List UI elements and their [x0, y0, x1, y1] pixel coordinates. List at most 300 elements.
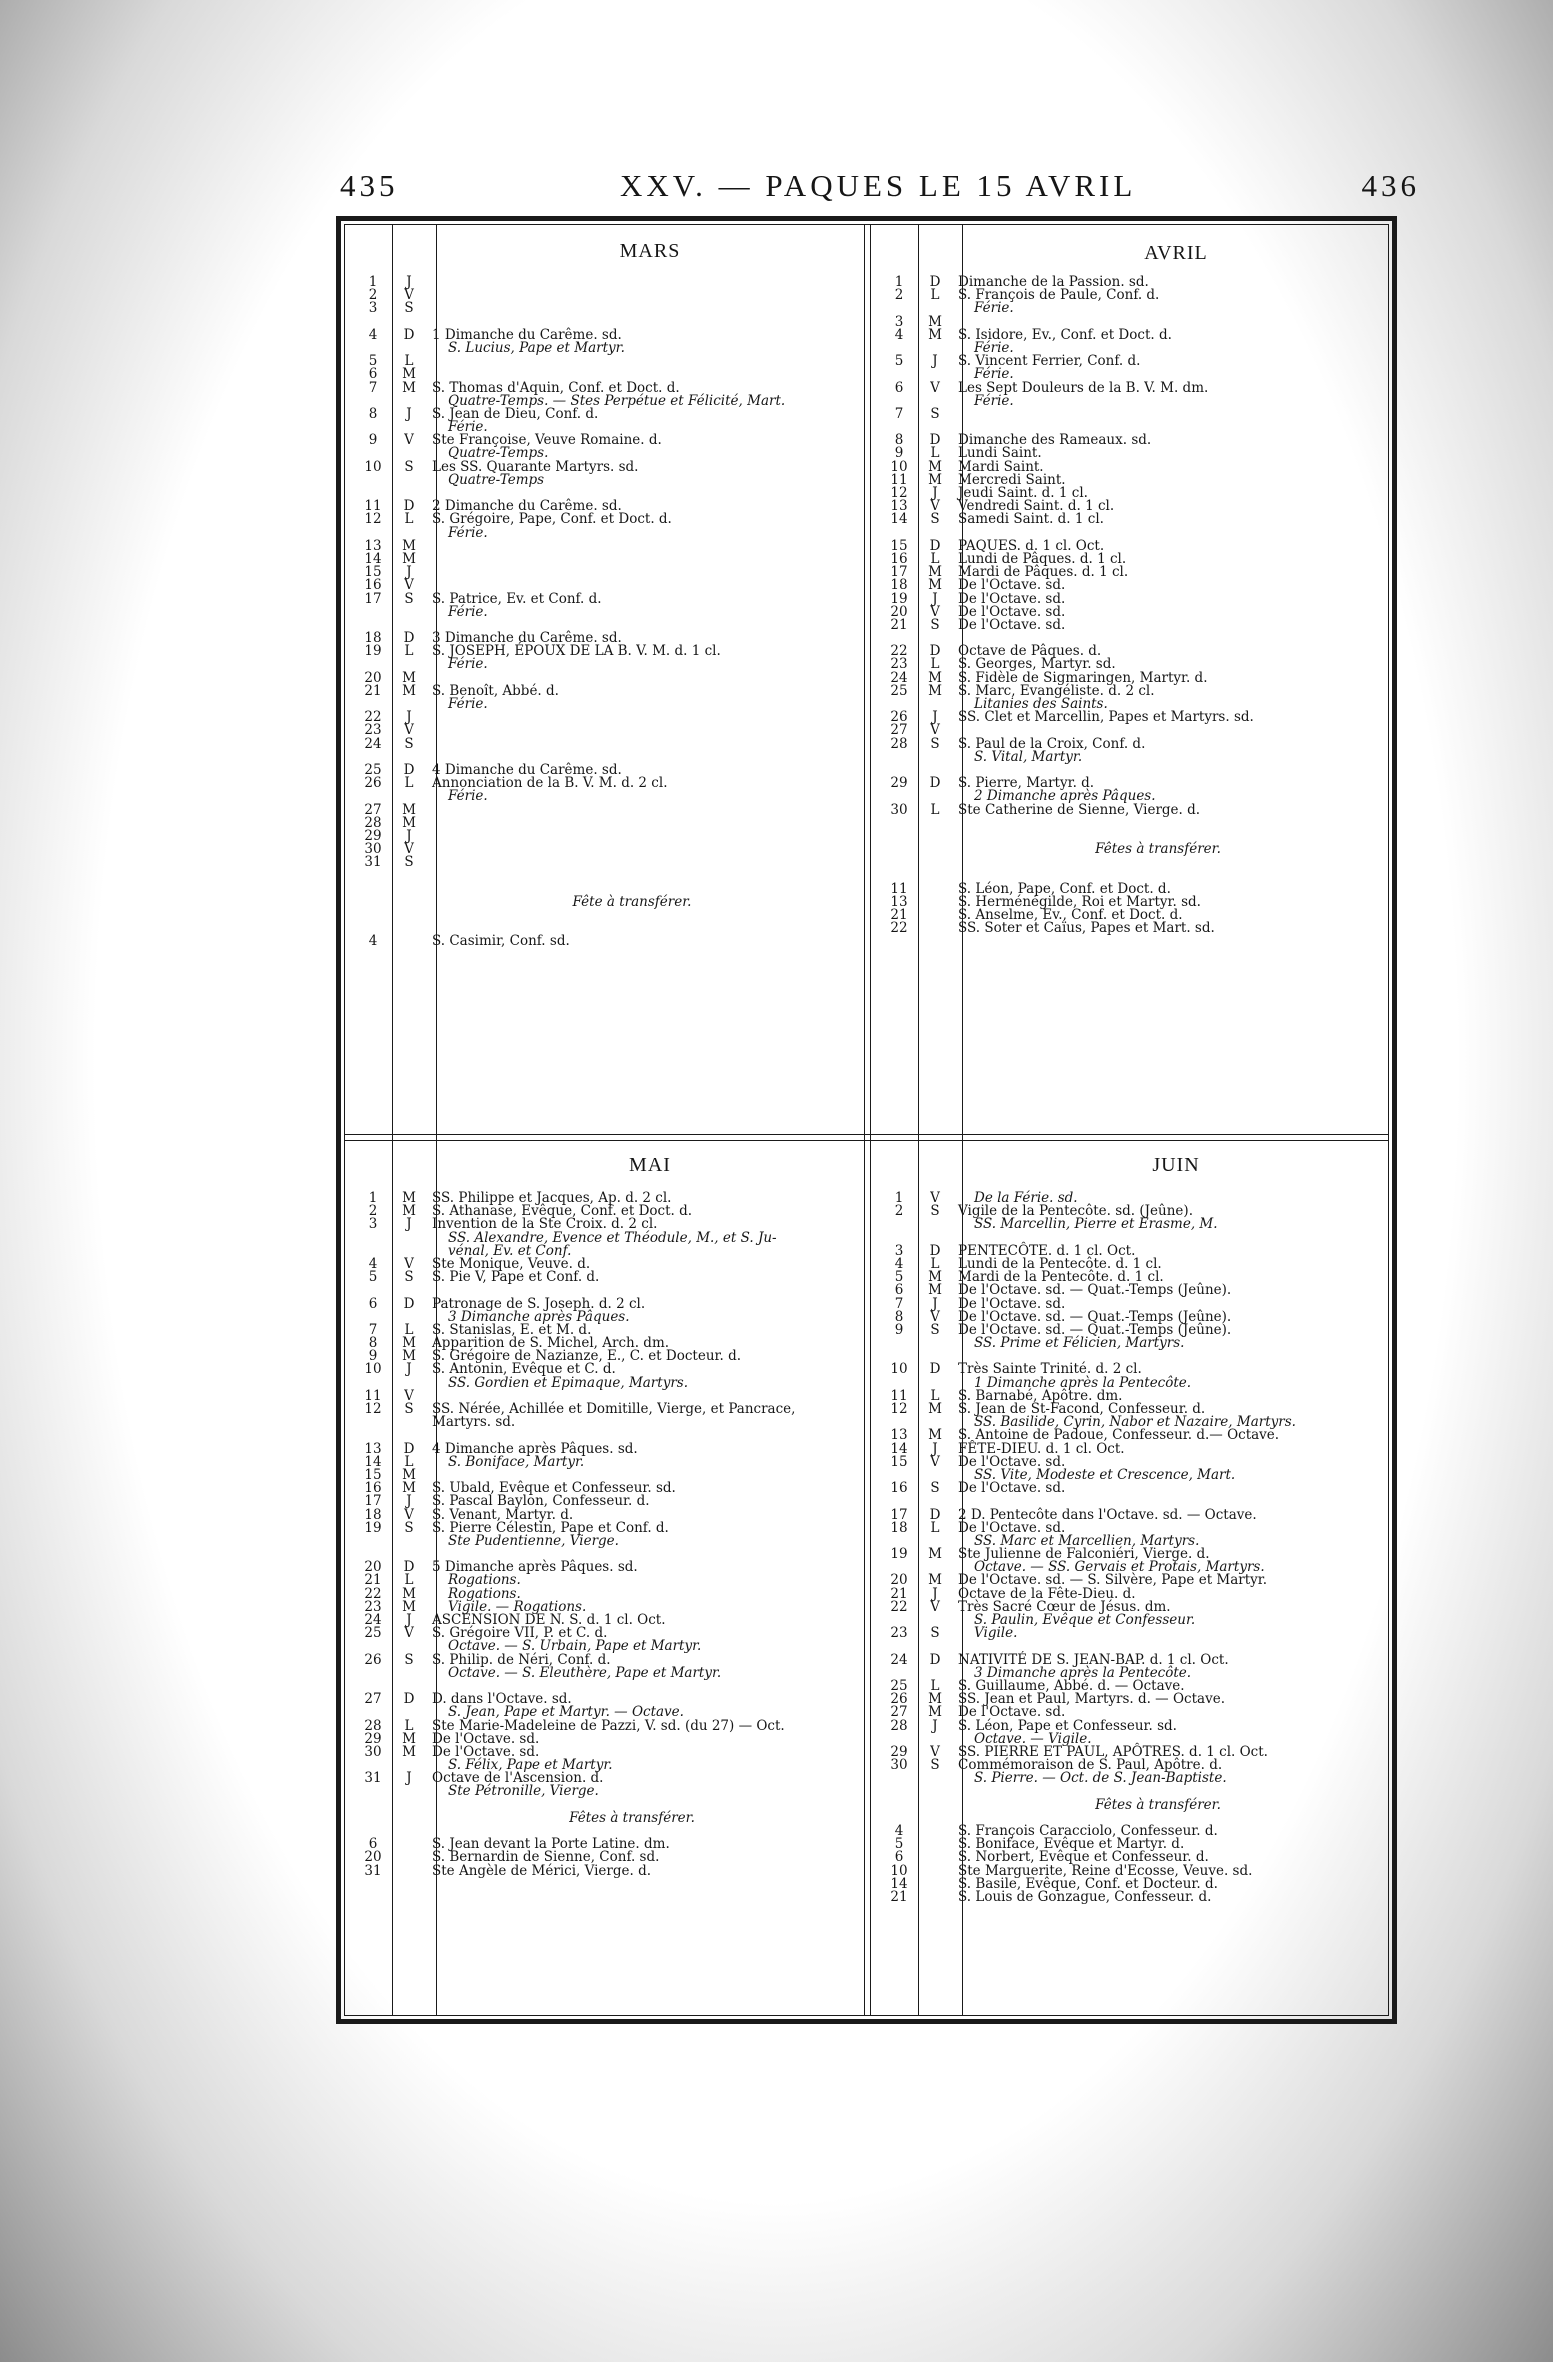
day-number: 6	[894, 1849, 904, 1866]
mai-row	[354, 1561, 862, 1574]
mars-row	[354, 777, 862, 790]
feast-text: S. Casimir, Conf. sd.	[432, 933, 570, 950]
weekday-letter: J	[406, 564, 412, 581]
mai-row	[354, 1532, 862, 1549]
feast-text: 2 Dimanche du Carême. sd.	[432, 498, 622, 515]
feast-text: De la Férie. sd.	[974, 1190, 1078, 1206]
feast-text: Lundi de Pâques. d. 1 cl.	[958, 550, 1127, 567]
day-number: 11	[364, 498, 382, 515]
avril-row	[880, 434, 1385, 447]
day-number: 12	[364, 1401, 382, 1417]
feast-text: Férie.	[448, 603, 488, 620]
mars-row	[354, 603, 862, 620]
feast-text: SS. Clet et Marcellin, Papes et Martyrs. sd.	[958, 709, 1254, 726]
mars-row	[354, 869, 862, 882]
feast-text: Férie.	[448, 696, 488, 712]
feast-text: SS. Philippe et Jacques, Ap. d. 2 cl.	[432, 1190, 672, 1206]
weekday-letter: V	[404, 432, 414, 449]
day-number: 21	[890, 907, 908, 923]
feast-text: 4 Dimanche du Carême. sd.	[432, 761, 622, 778]
mars-row	[354, 579, 862, 592]
avril-row	[880, 513, 1385, 526]
feast-text: De l'Octave. sd. — Quat.-Temps (Jeûne).	[958, 1308, 1232, 1325]
weekday-letter: V	[404, 1625, 414, 1642]
feast-text: De l'Octave. sd. — Quat.-Temps (Jeûne).	[958, 1321, 1232, 1338]
day-number: 3	[894, 1242, 904, 1259]
feast-text: Annonciation de la B. V. M. d. 2 cl.	[432, 775, 668, 792]
mars-row	[354, 645, 862, 658]
avril-row	[880, 817, 1385, 830]
day-number: 5	[894, 1269, 904, 1286]
feast-text: S. Marc, Evangéliste. d. 2 cl.	[958, 682, 1155, 699]
day-number: 4	[894, 1823, 904, 1839]
avril-row	[880, 527, 1385, 540]
day-number: 2	[368, 287, 378, 304]
weekday-letter: M	[402, 1743, 416, 1760]
day-number: 20	[364, 669, 382, 686]
weekday-letter: S	[404, 1519, 414, 1536]
juin-row	[880, 1337, 1385, 1350]
day-number: 31	[364, 854, 382, 871]
weekday-letter: S	[404, 590, 414, 607]
rule-center-b	[870, 224, 871, 2016]
weekday-letter: L	[930, 445, 940, 462]
feast-text: SS. Jean et Paul, Martyrs. d. — Octave.	[958, 1691, 1225, 1708]
day-number: 11	[890, 880, 908, 897]
weekday-letter: V	[930, 603, 940, 620]
feast-text: SS. Basilide, Cyrin, Nabor et Nazaire, Martyrs.	[974, 1414, 1296, 1431]
feast-text: S. Grégoire VII, P. et C. d.	[432, 1625, 608, 1642]
feast-text: Les SS. Quarante Martyrs. sd.	[432, 458, 639, 475]
weekday-letter: V	[404, 287, 414, 304]
feast-text: S. Antoine de Padoue, Confesseur. d.— Octave.	[958, 1427, 1280, 1444]
feast-text: PENTECÔTE. d. 1 cl. Oct.	[958, 1242, 1136, 1259]
feast-text: Lundi Saint.	[958, 445, 1042, 462]
weekday-letter: M	[928, 577, 942, 594]
right-page-number: 436	[1361, 168, 1420, 203]
mars-row	[354, 801, 862, 818]
feast-text: Commémoraison de S. Paul, Apôtre. d.	[958, 1757, 1223, 1774]
day-number: 13	[890, 893, 908, 910]
day-number: 26	[364, 775, 382, 792]
day-number: 15	[890, 1453, 908, 1470]
weekday-letter: M	[402, 1348, 416, 1365]
feast-text: S. Bernardin de Sienne, Conf. sd.	[432, 1849, 660, 1866]
mai-row	[354, 1614, 862, 1627]
weekday-letter: M	[402, 1598, 416, 1615]
feast-text: S. JOSEPH, ÉPOUX DE LA B. V. M. d. 1 cl.	[432, 643, 721, 660]
feast-text: Litanies des Saints.	[974, 696, 1108, 712]
day-number: 16	[890, 1480, 908, 1497]
feast-text: Invention de la Ste Croix. d. 2 cl.	[432, 1216, 658, 1233]
feast-text: S. Léon, Pape et Confesseur. sd.	[958, 1717, 1177, 1734]
avril-row	[880, 856, 1385, 869]
mars-row	[354, 289, 862, 302]
mars-row	[354, 339, 862, 356]
weekday-letter: S	[404, 854, 414, 871]
feast-text: 2 Dimanche après Pâques.	[974, 788, 1156, 805]
feast-text: S. Lucius, Pape et Martyr.	[448, 339, 625, 356]
feast-text: Ste Angèle de Mérici, Vierge. d.	[432, 1862, 652, 1879]
day-number: 8	[368, 405, 378, 422]
weekday-letter: V	[404, 1506, 414, 1523]
juin-row	[880, 1284, 1385, 1297]
weekday-letter: M	[402, 379, 416, 396]
weekday-letter: S	[930, 735, 940, 752]
day-number: 29	[364, 1730, 382, 1747]
juin-row	[880, 1374, 1385, 1391]
juin-row	[880, 1506, 1385, 1523]
day-number: 23	[890, 656, 908, 673]
feast-text: S. Jean de Dieu, Conf. d.	[432, 405, 599, 422]
feast-text: S. Guillaume, Abbé. d. — Octave.	[958, 1677, 1185, 1694]
weekday-letter: S	[930, 1480, 940, 1497]
juin-row	[880, 1693, 1385, 1706]
day-number: 27	[364, 1691, 382, 1708]
weekday-letter: M	[928, 682, 942, 699]
day-number: 17	[364, 590, 382, 607]
weekday-letter: S	[404, 1651, 414, 1668]
feast-text: De l'Octave. sd. — S. Silvère, Pape et Martyr.	[958, 1572, 1268, 1589]
mars-row	[354, 550, 862, 567]
weekday-letter: M	[402, 1190, 416, 1206]
weekday-letter: L	[404, 353, 414, 370]
feast-text: Dimanche des Rameaux. sd.	[958, 432, 1152, 449]
mars-row	[354, 405, 862, 422]
day-number: 24	[890, 669, 908, 686]
feast-text: Dimanche de la Passion. sd.	[958, 274, 1149, 290]
weekday-letter: L	[404, 1321, 414, 1338]
day-number: 15	[890, 537, 908, 554]
day-number: 4	[368, 933, 378, 950]
day-number: 6	[368, 1295, 378, 1312]
feast-text: S. Grégoire de Nazianze, E., C. et Docteur. d.	[432, 1348, 742, 1365]
feast-text: Martyrs. sd.	[432, 1414, 516, 1431]
avril-row	[880, 616, 1385, 633]
avril-row	[880, 458, 1385, 475]
day-number: 28	[890, 1717, 908, 1734]
day-number: 2	[894, 1203, 904, 1220]
juin-row	[880, 1440, 1385, 1457]
feast-text: S. Boniface, Martyr.	[448, 1453, 585, 1470]
feast-text: De l'Octave. sd.	[958, 577, 1066, 594]
weekday-letter: D	[929, 432, 941, 449]
feast-text: 2 D. Pentecôte dans l'Octave. sd. — Octave.	[958, 1506, 1257, 1523]
feast-text: FÊTE-DIEU. d. 1 cl. Oct.	[958, 1440, 1125, 1457]
weekday-letter: J	[406, 709, 412, 726]
weekday-letter: M	[402, 537, 416, 554]
avril-row	[880, 566, 1385, 579]
weekday-letter: S	[404, 300, 414, 317]
day-number: 9	[894, 1321, 904, 1338]
avril-row	[880, 289, 1385, 302]
mars-row	[354, 434, 862, 447]
weekday-letter: L	[404, 1572, 414, 1589]
juin-entries	[880, 1192, 1385, 1904]
feast-text: SS. PIERRE ET PAUL, APÔTRES. d. 1 cl. Oct.	[958, 1743, 1268, 1760]
day-number: 9	[894, 445, 904, 462]
weekday-letter: L	[404, 643, 414, 660]
day-number: 27	[890, 722, 908, 739]
avril-row	[880, 392, 1385, 409]
weekday-letter: M	[928, 1572, 942, 1589]
feast-text: S. Ubald, Evêque et Confesseur. sd.	[432, 1480, 676, 1497]
avril-row	[880, 379, 1385, 396]
weekday-letter: D	[403, 630, 415, 647]
weekday-letter: L	[930, 801, 940, 818]
day-number: 25	[890, 1677, 908, 1694]
feast-text: Férie.	[974, 300, 1014, 317]
avril-row	[880, 302, 1385, 315]
day-number: 30	[890, 801, 908, 818]
mai-row	[354, 1440, 862, 1457]
feast-text: De l'Octave. sd.	[958, 603, 1066, 620]
feast-text: Octave de Pâques. d.	[958, 643, 1102, 660]
mars-row	[354, 711, 862, 724]
feast-text: 1 Dimanche après la Pentecôte.	[974, 1374, 1192, 1391]
mars-row	[354, 669, 862, 686]
mai-row	[354, 1772, 862, 1785]
day-number: 25	[890, 682, 908, 699]
weekday-letter: J	[932, 1717, 938, 1734]
day-number: 19	[890, 1546, 908, 1563]
day-number: 7	[368, 1321, 378, 1338]
feast-text: Samedi Saint. d. 1 cl.	[958, 511, 1104, 528]
feast-text: 1 Dimanche du Carême. sd.	[432, 326, 622, 343]
feast-text: Octave. — S. Urbain, Pape et Martyr.	[448, 1638, 702, 1655]
day-number: 12	[890, 485, 908, 501]
feast-text: S. Philip. de Néri, Conf. d.	[432, 1651, 611, 1668]
weekday-letter: L	[930, 1255, 940, 1272]
mars-row	[354, 658, 862, 671]
feast-text: Fêtes à transférer.	[1095, 1796, 1221, 1813]
mars-row	[354, 513, 862, 526]
feast-text: S. Benoît, Abbé. d.	[432, 682, 559, 699]
feast-text: Octave de la Fête-Dieu. d.	[958, 1585, 1136, 1602]
weekday-letter: M	[402, 814, 416, 831]
feast-text: 3 Dimanche après Pâques.	[448, 1308, 630, 1325]
weekday-letter: V	[930, 498, 940, 515]
avril-row	[880, 764, 1385, 777]
page-header	[330, 168, 1420, 204]
feast-text: De l'Octave. sd. — Quat.-Temps (Jeûne).	[958, 1282, 1232, 1299]
juin-row	[880, 1466, 1385, 1483]
feast-text: S. Vital, Martyr.	[974, 748, 1083, 765]
feast-text: SS. Nérée, Achillée et Domitille, Vierge, et Pancrace,	[432, 1401, 796, 1417]
feast-text: De l'Octave. sd.	[958, 1519, 1066, 1536]
day-number: 26	[890, 1691, 908, 1708]
mars-row	[354, 909, 862, 922]
rule-center-a	[864, 224, 865, 2016]
weekday-letter: V	[404, 841, 414, 858]
day-number: 22	[364, 1585, 382, 1602]
feast-text: S. Fidèle de Sigmaringen, Martyr. d.	[958, 669, 1208, 686]
feast-text: S. Antonin, Evêque et C. d.	[432, 1361, 616, 1378]
mai-row	[354, 1495, 862, 1508]
juin-row	[880, 1218, 1385, 1231]
day-number: 14	[890, 511, 908, 528]
weekday-letter: M	[928, 1401, 942, 1417]
weekday-letter: L	[404, 775, 414, 792]
feast-text: S. Athanase, Evêque, Conf. et Doct. d.	[432, 1203, 693, 1220]
weekday-letter: V	[930, 722, 940, 739]
day-number: 17	[890, 1506, 908, 1523]
feast-text: Férie.	[448, 524, 488, 541]
weekday-letter: S	[930, 1203, 940, 1220]
feast-text: De l'Octave. sd.	[432, 1743, 540, 1760]
weekday-letter: D	[403, 326, 415, 343]
day-number: 11	[364, 1387, 382, 1404]
weekday-letter: M	[402, 1585, 416, 1602]
day-number: 18	[364, 630, 382, 647]
day-number: 21	[364, 682, 382, 699]
feast-text: S. Pierre, Martyr. d.	[958, 775, 1095, 792]
feast-text: De l'Octave. sd.	[958, 590, 1066, 607]
day-number: 17	[890, 564, 908, 581]
day-number: 24	[364, 735, 382, 752]
juin-row	[880, 1717, 1385, 1734]
feast-text: 3 Dimanche du Carême. sd.	[432, 630, 622, 647]
feast-text: Rogations.	[448, 1572, 521, 1589]
feast-text: Quatre-Temps. — Stes Perpétue et Félicité, Mart.	[448, 392, 786, 409]
weekday-letter: D	[929, 274, 941, 290]
day-number: 1	[368, 1190, 378, 1206]
day-number: 21	[890, 616, 908, 633]
avril-row	[880, 579, 1385, 592]
day-number: 3	[894, 313, 904, 330]
day-number: 10	[890, 1862, 908, 1879]
weekday-letter: L	[930, 1387, 940, 1404]
weekday-letter: J	[406, 1361, 412, 1378]
mars-row	[354, 724, 862, 737]
feast-text: SS. Alexandre, Evence et Théodule, M., et S. Ju-	[448, 1229, 777, 1246]
day-number: 27	[364, 801, 382, 818]
day-number: 10	[364, 458, 382, 475]
day-number: 14	[364, 550, 382, 567]
avril-row	[880, 735, 1385, 752]
feast-text: S. François de Paule, Conf. d.	[958, 287, 1160, 304]
day-number: 24	[890, 1651, 908, 1668]
weekday-letter: L	[930, 287, 940, 304]
weekday-letter: V	[404, 1255, 414, 1272]
day-number: 20	[364, 1849, 382, 1866]
mai-row	[354, 1680, 862, 1693]
mai-row	[354, 1416, 862, 1429]
day-number: 4	[368, 1255, 378, 1272]
feast-text: S. Félix, Pape et Martyr.	[448, 1757, 613, 1774]
feast-text: S. Paulin, Evêque et Confesseur.	[974, 1612, 1196, 1628]
weekday-letter: S	[404, 1401, 414, 1417]
mai-entries	[354, 1192, 862, 1878]
day-number: 12	[364, 511, 382, 528]
feast-text: Vendredi Saint. d. 1 cl.	[958, 498, 1115, 515]
weekday-letter: M	[402, 1480, 416, 1497]
feast-text: S. Léon, Pape, Conf. et Doct. d.	[958, 880, 1171, 897]
day-number: 7	[368, 379, 378, 396]
weekday-letter: D	[929, 1506, 941, 1523]
weekday-letter: M	[928, 1546, 942, 1563]
feast-text: Férie.	[974, 366, 1014, 383]
feast-text: Octave de l'Ascension. d.	[432, 1770, 604, 1787]
day-number: 10	[364, 1361, 382, 1378]
feast-text: Très Sainte Trinité. d. 2 cl.	[958, 1361, 1142, 1378]
day-number: 8	[368, 1335, 378, 1352]
juin-row	[880, 1796, 1385, 1813]
day-number: 7	[894, 405, 904, 422]
day-number: 31	[364, 1862, 382, 1879]
day-number: 25	[364, 1625, 382, 1642]
feast-text: De l'Octave. sd.	[432, 1730, 540, 1747]
weekday-letter: M	[928, 1282, 942, 1299]
day-number: 5	[368, 353, 378, 370]
feast-text: Fêtes à transférer.	[1095, 841, 1221, 858]
day-number: 18	[890, 1519, 908, 1536]
day-number: 27	[890, 1704, 908, 1721]
feast-text: S. Pierre Célestin, Pape et Conf. d.	[432, 1519, 669, 1536]
feast-text: S. Barnabé, Apôtre. dm.	[958, 1387, 1123, 1404]
weekday-letter: M	[928, 313, 942, 330]
feast-text: Ste Monique, Veuve. d.	[432, 1255, 591, 1272]
section-separator-b	[344, 1140, 1389, 1141]
day-number: 20	[890, 603, 908, 620]
feast-text: De l'Octave. sd.	[958, 1480, 1066, 1497]
feast-text: Ste Catherine de Sienne, Vierge. d.	[958, 801, 1201, 818]
page-title: XXV. — PAQUES LE 15 AVRIL	[620, 168, 1137, 203]
feast-text: Quatre-Temps	[448, 471, 545, 488]
day-number: 19	[364, 1519, 382, 1536]
feast-text: Mardi Saint.	[958, 458, 1044, 475]
feast-text: S. Basile, Evêque, Conf. et Docteur. d.	[958, 1875, 1218, 1892]
feast-text: Lundi de la Pentecôte. d. 1 cl.	[958, 1255, 1162, 1272]
mai-row	[354, 1809, 862, 1826]
feast-text: De l'Octave. sd.	[958, 1704, 1066, 1721]
day-number: 23	[890, 1625, 908, 1642]
feast-text: S. Vincent Ferrier, Conf. d.	[958, 353, 1141, 370]
day-number: 13	[890, 1427, 908, 1444]
feast-text: 3 Dimanche après la Pentecôte.	[974, 1664, 1192, 1681]
feast-text: S. François Caracciolo, Confesseur. d.	[958, 1823, 1218, 1839]
mars-row	[354, 814, 862, 831]
day-number: 16	[890, 550, 908, 567]
feast-text: Rogations.	[448, 1585, 521, 1602]
weekday-letter: J	[406, 1612, 412, 1628]
mars-row	[354, 935, 862, 948]
feast-text: S. Pascal Baylon, Confesseur. d.	[432, 1493, 650, 1510]
feast-text: NATIVITÉ DE S. JEAN-BAP. d. 1 cl. Oct.	[958, 1651, 1229, 1668]
feast-text: Jeudi Saint. d. 1 cl.	[958, 485, 1088, 501]
mars-row	[354, 735, 862, 752]
feast-text: S. Jean de St-Facond, Confesseur. d.	[958, 1401, 1206, 1417]
feast-text: S. Georges, Martyr. sd.	[958, 656, 1116, 673]
mars-row	[354, 537, 862, 554]
feast-text: S. Thomas d'Aquin, Conf. et Doct. d.	[432, 379, 680, 396]
mai-row	[354, 1255, 862, 1272]
mai-row	[354, 1229, 862, 1246]
day-number: 29	[890, 775, 908, 792]
feast-text: S. Venant, Martyr. d.	[432, 1506, 574, 1523]
weekday-letter: M	[928, 458, 942, 475]
day-number: 13	[364, 1440, 382, 1457]
mars-row	[354, 856, 862, 869]
day-number: 22	[364, 709, 382, 726]
day-number: 1	[368, 274, 378, 290]
day-number: 17	[364, 1493, 382, 1510]
day-number: 31	[364, 1770, 382, 1787]
feast-text: Octave. — Vigile.	[974, 1730, 1092, 1747]
weekday-letter: M	[928, 1704, 942, 1721]
day-number: 3	[368, 300, 378, 317]
day-number: 10	[890, 1361, 908, 1378]
